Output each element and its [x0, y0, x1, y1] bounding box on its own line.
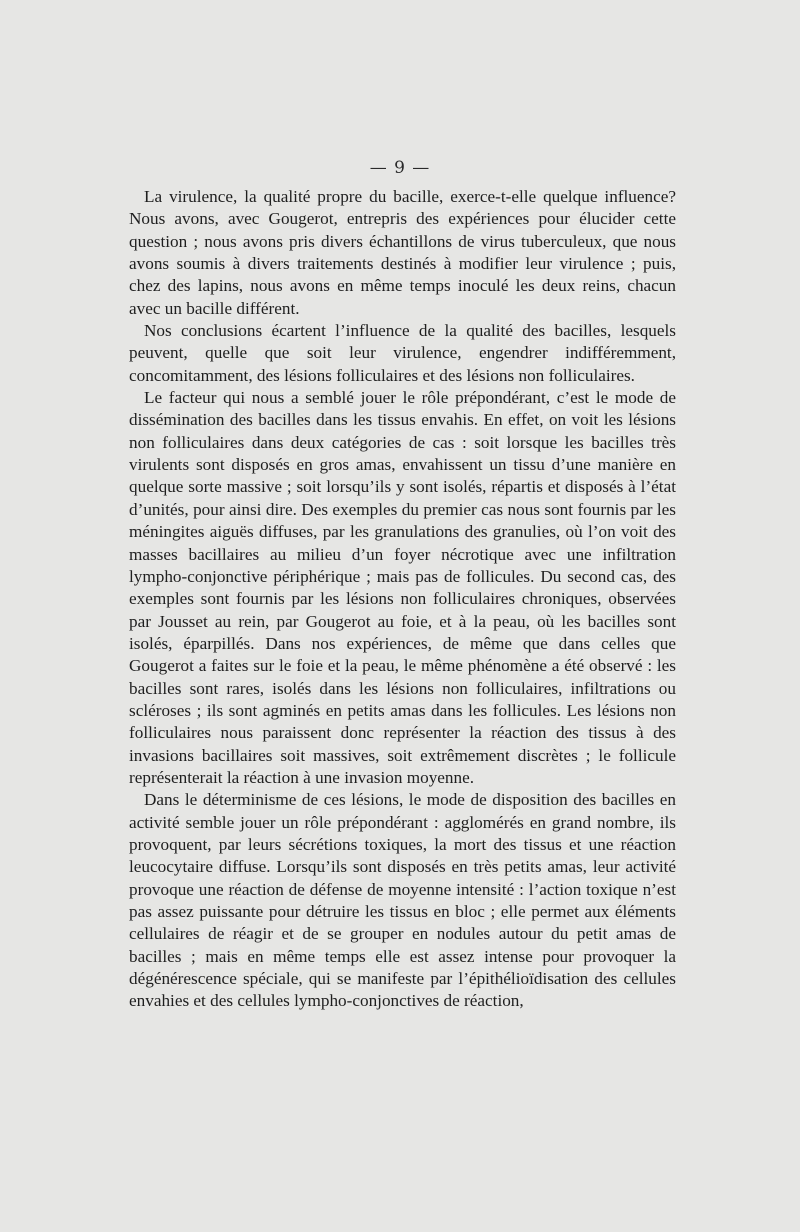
- paragraph-4: Dans le déterminisme de ces lésions, le mode de disposition des bacilles en activité semble jouer un rôle prépondérant : agglomérés en grand nombre, ils provoquent, par leurs sécrétions toxiques, la mort des tissus et une réaction leucocytaire diffuse. Lorsqu’ils sont disposés en très petits amas, leur activité provoque une réaction de défense de moyenne intensité : l’action toxique n’est pas assez puissante pour détruire les tissus en bloc ; elle permet aux éléments cellulaires de réagir et de se grouper en nodules autour du petit amas de bacilles ; mais en même temps elle est assez intense pour provoquer la dégénérescence spéciale, qui se manifeste par l’épithélioïdisation des cellules envahies et des cellules lympho-conjonctives de réaction,: [129, 790, 676, 1011]
- paragraph-2: Nos conclusions écartent l’influence de la qualité des bacilles, lesquels peuvent, quelle que soit leur virulence, engendrer indifféremment, concomitamment, des lésions folliculaires et des lésions non folliculaires.: [129, 321, 676, 385]
- page-number: — 9 —: [369, 158, 431, 178]
- paragraph-3: Le facteur qui nous a semblé jouer le rôle prépondérant, c’est le mode de dissémination des bacilles dans les tissus envahis. En effet, on voit les lésions non folliculaires dans deux catégories de cas : soit lorsque les bacilles très virulents sont disposés en gros amas, envahissent un tissu d’une manière en quelque sorte massive ; soit lorsqu’ils y sont isolés, répartis et disposés à l’état d’unités, pour ainsi dire. Des exemples du premier cas nous sont fournis par les méningites aiguës diffuses, par les granulations des granulies, où l’on voit des masses bacillaires au milieu d’un foyer nécrotique avec une infiltration lympho-conjonctive périphérique ; mais pas de follicules. Du second cas, des exemples sont fournis par les lésions non folliculaires chroniques, observées par Jousset au rein, par Gougerot au foie, et à la peau, où les bacilles sont isolés, éparpillés. Dans nos expériences, de même que dans celles que Gougerot a faites sur le foie et la peau, le même phénomène a été observé : les bacilles sont rares, isolés dans les lésions non folliculaires, infiltrations ou scléroses ; ils sont agminés en petits amas dans les follicules. Les lésions non folliculaires nous paraissent donc représenter la réaction des tissus à des invasions bacillaires soit massives, soit extrêmement discrètes ; le follicule représenterait la réaction à une invasion moyenne.: [129, 388, 676, 787]
- body-text: [129, 186, 676, 1013]
- paragraph-1: La virulence, la qualité propre du bacille, exerce-t-elle quelque influence? Nous avons, avec Gougerot, entrepris des expériences pour élucider cette question ; nous avons pris divers échantillons de virus tuberculeux, que nous avons soumis à divers traitements destinés à modifier leur virulence ; puis, chez des lapins, nous avons en même temps inoculé les deux reins, chacun avec un bacille différent.: [129, 187, 676, 318]
